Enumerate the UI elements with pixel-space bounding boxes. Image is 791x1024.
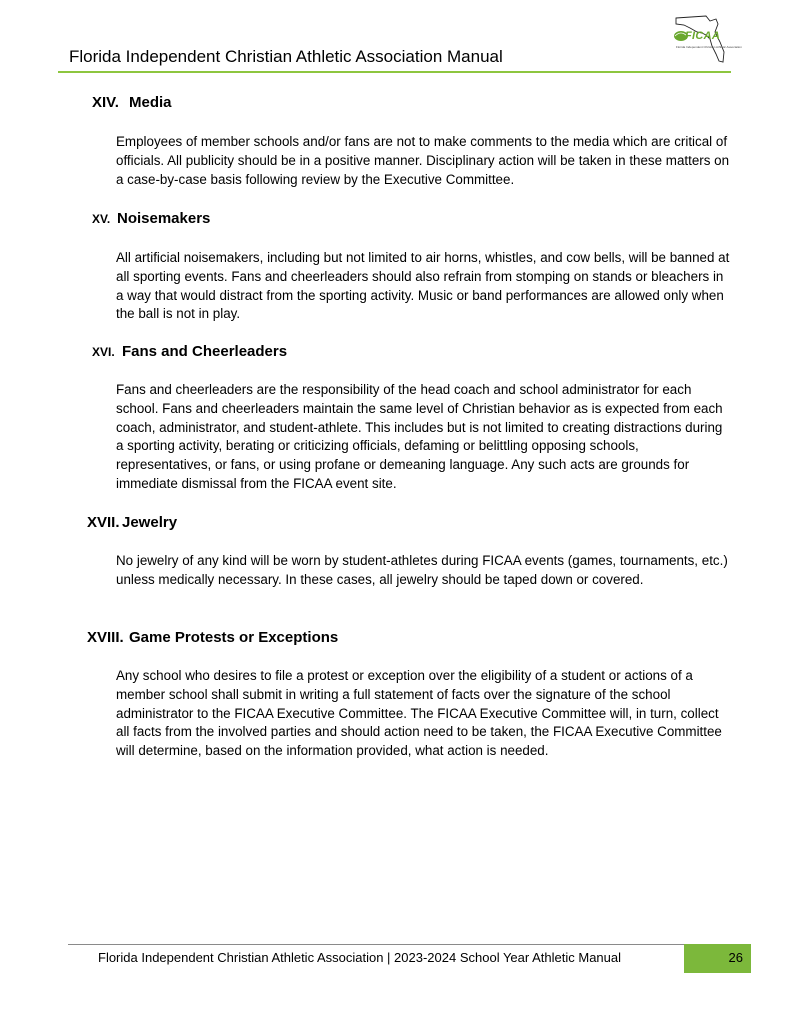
header-divider	[58, 71, 731, 73]
section-heading	[92, 210, 210, 228]
ficaa-logo	[666, 12, 742, 66]
page-number-box	[684, 944, 751, 973]
footer-divider	[68, 944, 684, 945]
logo-wordmark: FICAA	[685, 30, 721, 42]
section-numeral: XVIII.	[87, 629, 124, 646]
section-title: Game Protests or Exceptions	[129, 629, 339, 646]
section-numeral: XVII.	[87, 514, 120, 531]
logo-tagline: Florida Independent Christian Athletic Association	[676, 45, 742, 49]
section-title: Fans and Cheerleaders	[122, 343, 288, 360]
section-body: Fans and cheerleaders are the responsibility of the head coach and school administrator for each school. Fans and cheerleaders maintain the same level of Christian behavior as is expected from each coach, administrator, and student-athlete. This includes but is not limited to creating distractions during a sporting activity, berating or criticizing officials, defaming or belittling opposing schools, representatives, or fans, or using profane or demeaning language. Any such acts are grounds for immediate dismissal from the FICAA event site.	[116, 382, 723, 491]
section-heading	[87, 514, 177, 532]
section-body: All artificial noisemakers, including but not limited to air horns, whistles, and cow bells, will be banned at all sporting events. Fans and cheerleaders should also refrain from stomping on stands or bleachers in a way that would distract from the sporting activity. Music or band performances are allowed only when the ball is not in play.	[116, 250, 730, 322]
section-title: Noisemakers	[117, 210, 211, 227]
section-heading	[87, 629, 338, 647]
page-header-title: Florida Independent Christian Athletic Association Manual	[69, 47, 503, 66]
section-title: Jewelry	[122, 514, 178, 531]
section-heading	[92, 94, 172, 112]
section-body: Employees of member schools and/or fans are not to make comments to the media which are critical of officials. All publicity should be in a positive manner. Disciplinary action will be taken in these matters on a case-by-case basis following review by the Executive Committee.	[116, 134, 730, 187]
section-numeral: XV.	[92, 212, 111, 226]
section-title: Media	[129, 94, 172, 111]
footer-text: Florida Independent Christian Athletic Association | 2023-2024 School Year Athletic Manual	[98, 950, 621, 965]
section-numeral: XIV.	[92, 94, 119, 111]
section-body: Any school who desires to file a protest or exception over the eligibility of a student or actions of a member school shall submit in writing a full statement of facts over the signature of the school administrator to the FICAA Executive Committee. The FICAA Executive Committee will, in turn, collect all facts from the involved parties and should action need to be taken, the FICAA Executive Committee will determine, based on the information provided, what action is needed.	[116, 668, 722, 759]
page-number: 26	[728, 950, 743, 965]
section-body: No jewelry of any kind will be worn by student-athletes during FICAA events (games, tournaments, etc.) unless medically necessary. In these cases, all jewelry should be taped down or covered.	[116, 553, 728, 587]
section-heading	[92, 343, 287, 361]
section-numeral: XVI.	[92, 345, 115, 359]
